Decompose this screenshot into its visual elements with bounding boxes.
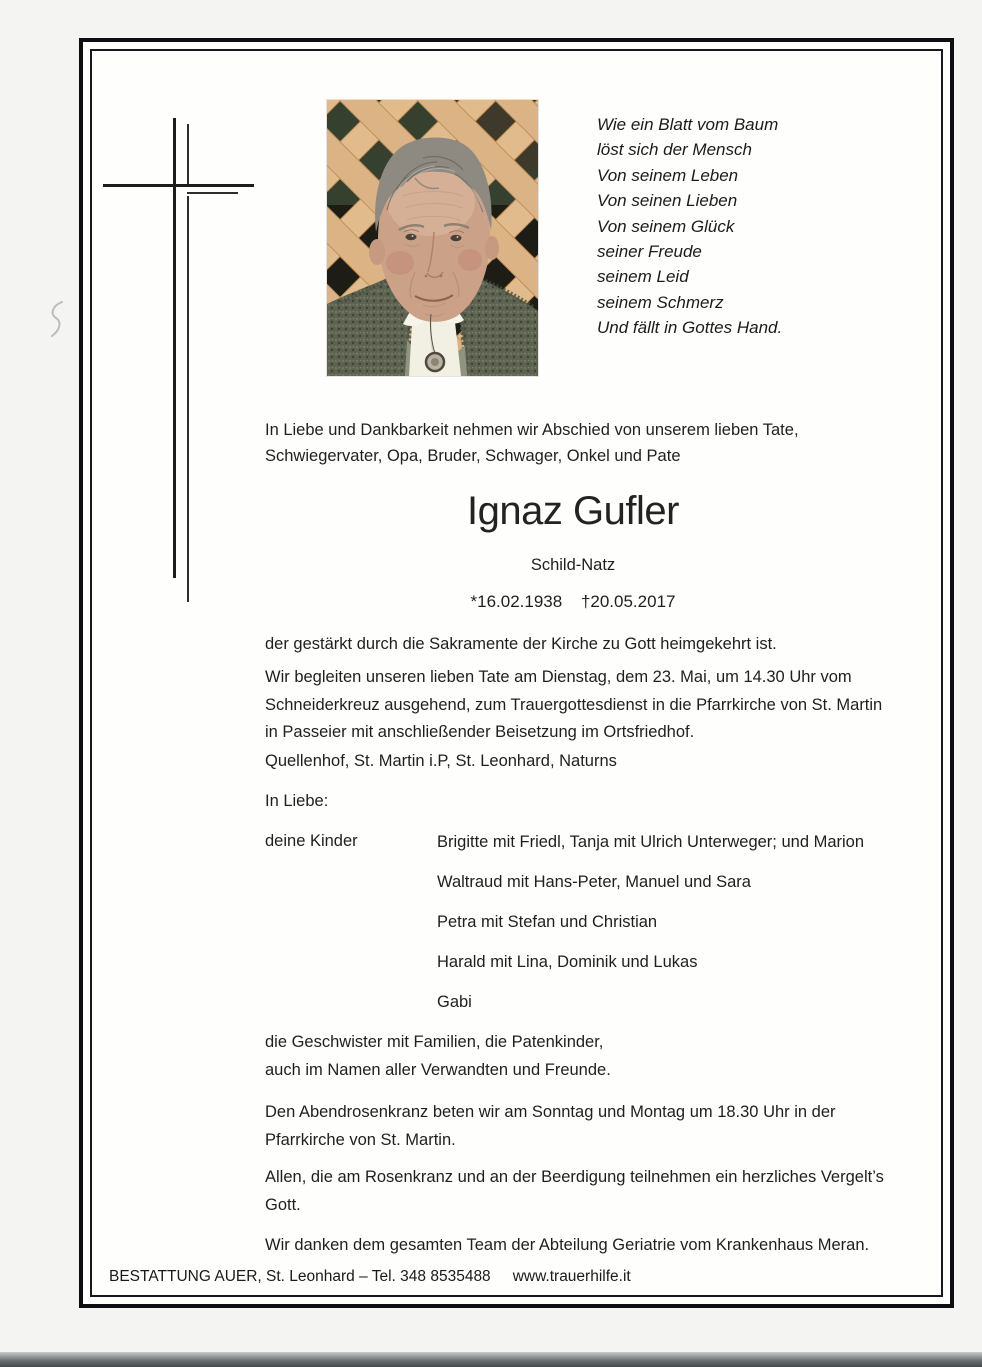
intro-line: In Liebe und Dankbarkeit nehmen wir Abschied von unserem lieben Tate, — [265, 421, 799, 439]
poem-line: Von seinem Glück — [597, 216, 735, 236]
family-entry: Harald mit Lina, Dominik und Lukas — [437, 953, 698, 971]
poem-line: Und fällt in Gottes Hand. — [597, 318, 783, 338]
intro-text — [265, 417, 799, 470]
birth-date: *16.02.1938 — [470, 592, 563, 611]
family-entry: Brigitte mit Friedl, Tanja mit Ulrich Unterweger; und Marion — [437, 833, 865, 851]
hospital-thanks-line: Wir danken dem gesamten Team der Abteilung Geriatrie vom Krankenhaus Meran. — [265, 1236, 870, 1254]
funeral-line: in Passeier mit anschließender Beisetzung im Ortsfriedhof. — [265, 723, 695, 742]
cross-horizontal-thin — [187, 192, 238, 194]
family-entry: Gabi — [437, 993, 472, 1011]
hospital-thanks-text — [265, 1231, 869, 1259]
thanks-line: Gott. — [265, 1196, 301, 1215]
scan-artifact-squiggle — [42, 298, 70, 342]
funeral-line: Schneiderkreuz ausgehend, zum Trauergottesdienst in die Pfarrkirche von St. Martin — [265, 695, 883, 714]
rosary-line: Den Abendrosenkranz beten wir am Sonntag und Montag um 18.30 Uhr in der — [265, 1103, 836, 1121]
poem-line: Wie ein Blatt vom Baum — [597, 115, 779, 134]
deceased-name: Ignaz Gufler — [467, 489, 679, 533]
poem-line: seinem Schmerz — [597, 292, 724, 312]
relatives-line: die Geschwister mit Familien, die Patenkinder, — [265, 1033, 604, 1051]
undertaker-website: www.trauerhilfe.it — [512, 1268, 631, 1285]
poem-line: löst sich der Mensch — [597, 140, 752, 160]
in-love-text — [265, 788, 328, 816]
rosary-line: Pfarrkirche von St. Martin. — [265, 1131, 456, 1150]
cross-vertical-thin-lower — [187, 196, 189, 602]
portrait-photo — [327, 100, 538, 376]
funeral-details — [265, 664, 882, 747]
family-entry: Petra mit Stefan und Christian — [437, 913, 658, 931]
scan-edge-band — [0, 1352, 982, 1367]
undertaker-footer — [109, 1268, 631, 1286]
poem-line: seiner Freude — [597, 242, 702, 262]
poem-line: seinem Leid — [597, 267, 689, 287]
family-entry: Waltraud mit Hans-Peter, Manuel und Sara — [437, 873, 751, 891]
relatives-line: auch im Namen aller Verwandten und Freunde. — [265, 1061, 611, 1080]
in-love-line: In Liebe: — [265, 792, 329, 810]
places-line: Quellenhof, St. Martin i.P, St. Leonhard, Naturns — [265, 752, 617, 770]
thanks-text — [265, 1163, 884, 1219]
homecoming-text — [265, 631, 777, 659]
funeral-line: Wir begleiten unseren lieben Tate am Dienstag, dem 23. Mai, um 14.30 Uhr vom — [265, 668, 852, 686]
family-label: deine Kinder — [265, 832, 358, 850]
undertaker-info: BESTATTUNG AUER, St. Leonhard – Tel. 348 8535488 — [109, 1268, 491, 1285]
portrait-photo-illustration — [327, 100, 538, 376]
relatives-text — [265, 1028, 611, 1084]
death-date: †20.05.2017 — [580, 592, 676, 611]
poem — [597, 112, 782, 341]
family-entries — [437, 822, 864, 1022]
homecoming-line: der gestärkt durch die Sakramente der Kirche zu Gott heimgekehrt ist. — [265, 635, 777, 653]
rosary-text — [265, 1098, 836, 1154]
cross-vertical-thick — [173, 118, 176, 578]
house-name: Schild-Natz — [530, 556, 616, 574]
intro-line: Schwiegervater, Opa, Bruder, Schwager, Onkel und Pate — [265, 447, 681, 466]
thanks-line: Allen, die am Rosenkranz und an der Beerdigung teilnehmen ein herzliches Vergelt’s — [265, 1168, 884, 1186]
life-dates — [265, 592, 881, 612]
cross-vertical-thin-upper — [187, 124, 189, 185]
cross-horizontal-thick — [103, 184, 254, 187]
poem-line: Von seinen Lieben — [597, 191, 738, 211]
places-text — [265, 748, 617, 776]
poem-line: Von seinem Leben — [597, 165, 739, 185]
